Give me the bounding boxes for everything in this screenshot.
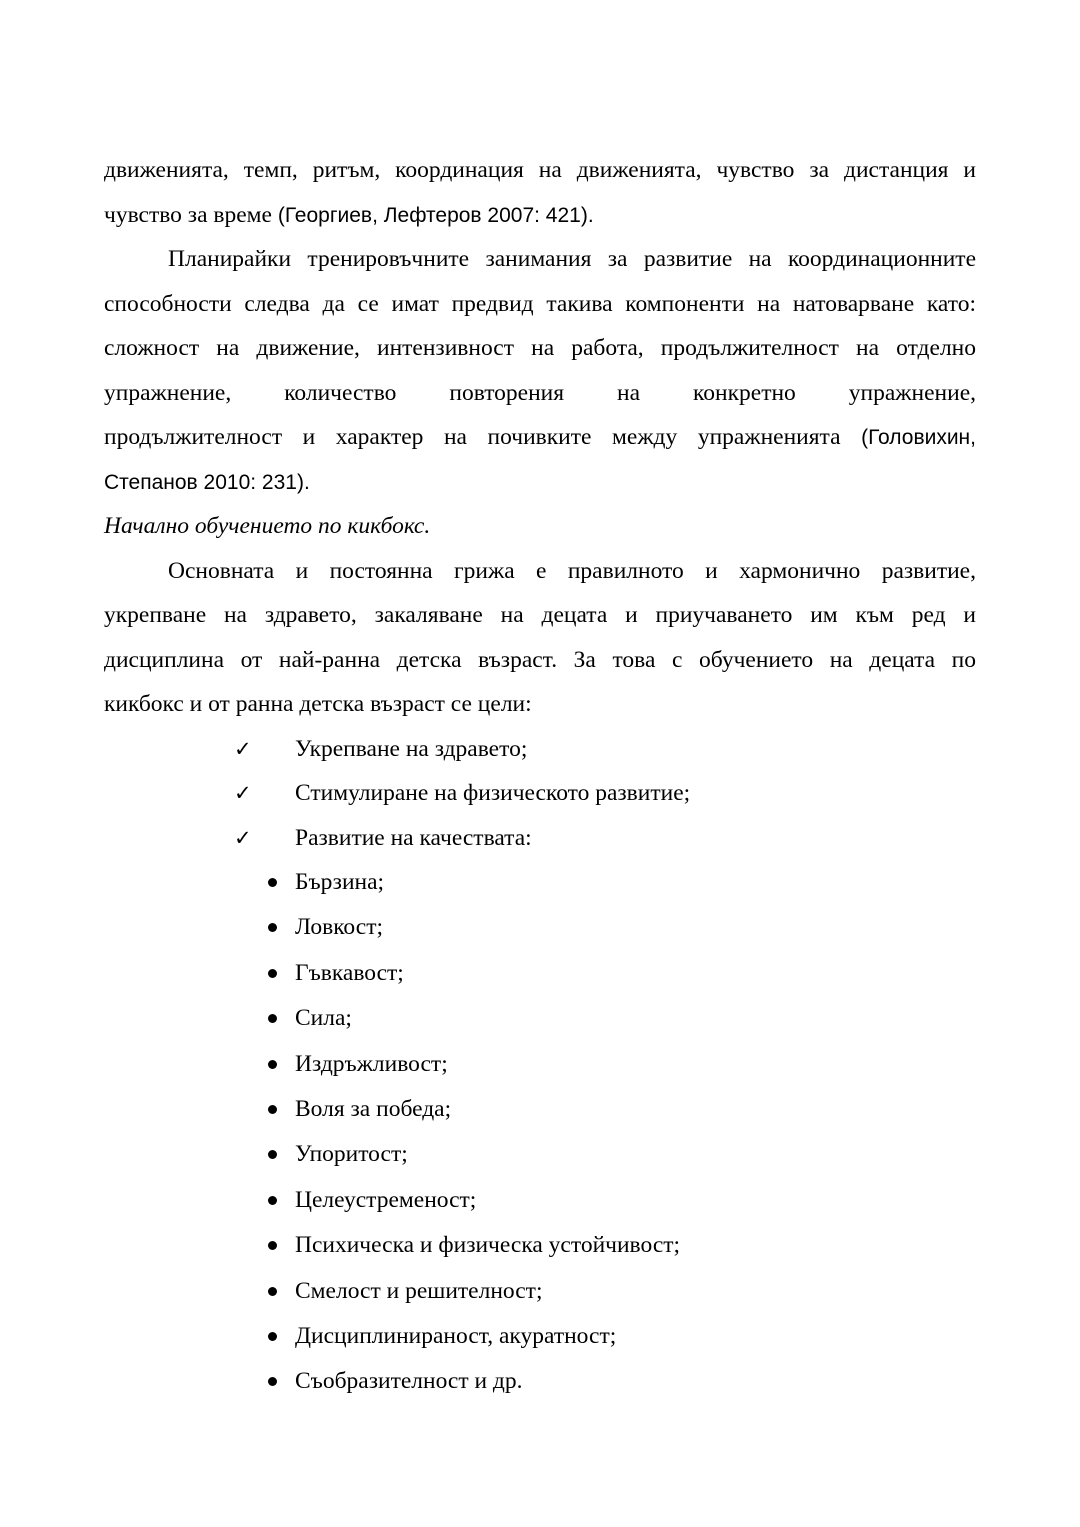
bullet-icon — [268, 1241, 277, 1250]
bullet-icon — [268, 1060, 277, 1069]
paragraph-line: способности следва да се имат предвид такива компоненти на натоварване като: — [104, 290, 976, 317]
check-icon: ✓ — [234, 825, 252, 850]
list-item — [104, 771, 976, 816]
bullet-icon — [268, 1377, 277, 1386]
list-item-text: Дисциплинираност, акуратност; — [295, 1322, 617, 1349]
list-item-text: Воля за победа; — [295, 1095, 452, 1122]
bullet-list — [104, 860, 976, 1405]
paragraph-line — [104, 460, 976, 505]
list-item-text: Издръжливост; — [295, 1050, 448, 1077]
list-item-text: Укрепване на здравето; — [295, 735, 528, 762]
list-item-text: Смелост и решителност; — [295, 1277, 543, 1304]
list-item-text: Сила; — [295, 1005, 352, 1032]
list-item — [104, 1269, 976, 1314]
paragraph-line: Планирайки тренировъчните занимания за развитие на координационните — [168, 246, 976, 272]
bullet-icon — [268, 878, 277, 887]
list-item-text: Целеустременост; — [295, 1186, 477, 1213]
paragraph-line: Основната и постоянна грижа е правилното и хармонично развитие, — [168, 557, 976, 584]
bullet-icon — [268, 923, 277, 932]
bullet-icon — [268, 1287, 277, 1296]
list-item — [104, 1314, 976, 1359]
list-item — [104, 860, 976, 905]
list-item — [104, 996, 976, 1041]
list-item — [104, 905, 976, 950]
paragraph-line: движенията, темп, ритъм, координация на движенията, чувство за дистанция и — [104, 157, 976, 183]
bullet-icon — [268, 969, 277, 978]
list-item-text: Бързина; — [295, 869, 385, 895]
list-item — [104, 1132, 976, 1177]
paragraph-line: кикбокс и от ранна детска възраст се цели: — [104, 691, 532, 717]
check-icon: ✓ — [234, 736, 252, 761]
paragraph-line: сложност на движение, интензивност на работа, продължителност на отделно — [104, 335, 976, 361]
section-subheading: Начално обучението по кикбокс. — [104, 513, 431, 539]
list-item — [104, 1042, 976, 1087]
bullet-icon — [268, 1014, 277, 1023]
paragraph-2 — [104, 237, 976, 504]
bullet-icon — [268, 1332, 277, 1341]
citation: (Головихин, — [861, 426, 976, 449]
list-item — [104, 951, 976, 996]
bullet-icon — [268, 1150, 277, 1159]
paragraph-text: продължителност и характер на почивките между упражненията — [104, 424, 862, 450]
list-item — [104, 1087, 976, 1132]
paragraph-1 — [104, 148, 976, 237]
list-item-text: Ловкост; — [295, 914, 383, 941]
document-page — [104, 148, 976, 1405]
paragraph-line: дисциплина от най-ранна детска възраст. За това с обучението на децата по — [104, 646, 976, 673]
citation: (Георгиев, Лефтеров 2007: 421). — [277, 203, 594, 227]
paragraph-line: укрепване на здравето, закаляване на децата и приучаването им към ред и — [104, 602, 976, 628]
list-item — [104, 1178, 976, 1223]
paragraph-line — [104, 415, 976, 460]
list-item — [104, 816, 976, 861]
list-item — [104, 1223, 976, 1268]
list-item-text: Упоритост; — [295, 1141, 408, 1168]
list-item — [104, 1359, 976, 1404]
check-icon: ✓ — [234, 781, 252, 805]
paragraph-text: чувство за време — [104, 201, 278, 228]
paragraph-line: упражнение, количество повторения на конкретно упражнение, — [104, 379, 976, 406]
list-item-text: Съобразителност и др. — [295, 1368, 523, 1395]
list-item — [104, 727, 976, 772]
citation: Степанов 2010: 231). — [104, 470, 310, 494]
list-item-text: Психическа и физическа устойчивост; — [295, 1232, 681, 1259]
bullet-icon — [268, 1105, 277, 1114]
list-item-text: Стимулиране на физическото развитие; — [295, 780, 691, 806]
paragraph-line — [104, 193, 976, 238]
paragraph-3 — [104, 549, 976, 727]
list-item-text: Развитие на качествата: — [295, 824, 532, 851]
bullet-icon — [268, 1196, 277, 1205]
list-item-text: Гъвкавост; — [295, 959, 404, 986]
check-list — [104, 727, 976, 861]
